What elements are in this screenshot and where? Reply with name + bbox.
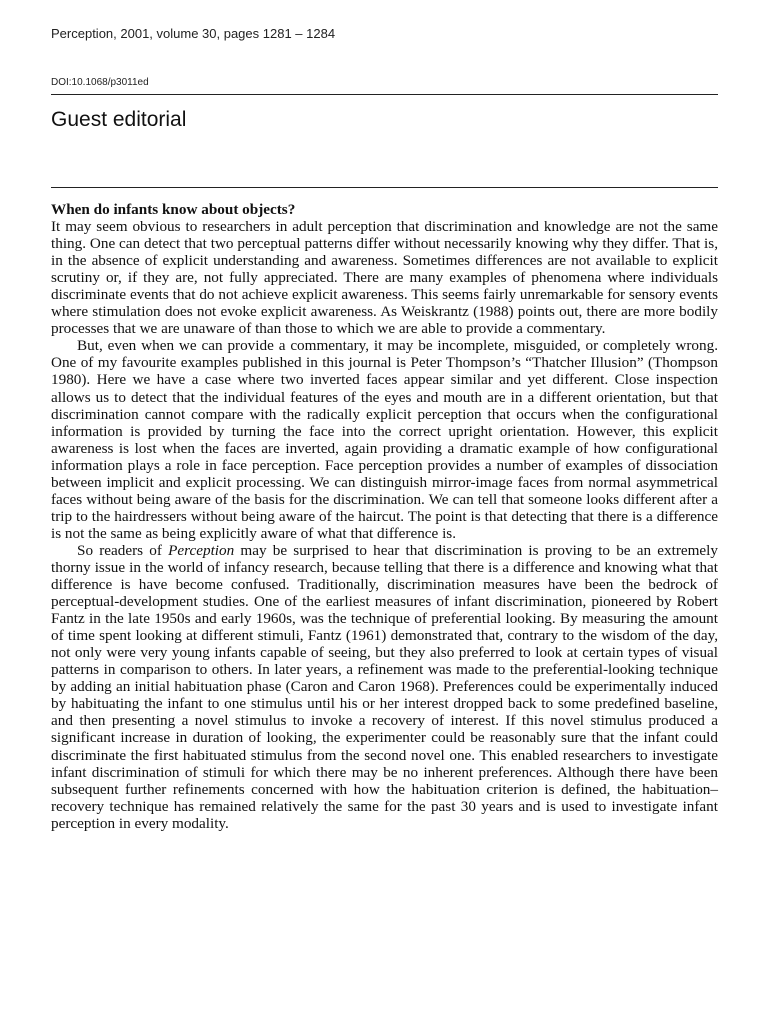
article-title: When do infants know about objects? bbox=[51, 201, 296, 218]
paragraph-1: It may seem obvious to researchers in adult perception that discrimination and knowledge are not the same thing. One can detect that two perceptual patterns differ without necessarily knowing why they differ. That is, in the absence of explicit understanding and awareness. Sometimes differences are not available to explicit scrutiny or, if they are, not fully appreciated. There are many examples of phenomena where individuals discriminate events that do not achieve explicit awareness. This seems fairly unremarkable for sensory events where stimulation does not evoke explicit awareness. As Weiskrantz (1988) points out, there are more bodily processes that we are unaware of than those to which we are able to provide a commentary. bbox=[51, 218, 718, 338]
section-title: Guest editorial bbox=[51, 108, 187, 131]
journal-name-italic: Perception bbox=[168, 541, 235, 559]
paragraph-3-text: may be surprised to hear that discrimination is proving to be an extremely thorny issue in the world of infancy research, because telling that there is a difference and knowing what that difference is have become confused. Traditionally, discrimination measures have been the bedrock of perceptual-development studies. One of the earliest measures of infant discrimination, pioneered by Robert Fantz in the late 1950s and early 1960s, was the technique of preferential looking. By measuring the amount of time spent looking at different stimuli, Fantz (1961) demonstrated that, contrary to the wisdom of the day, not only were very young infants capable of seeing, but they also preferred to look at certain types of visual patterns in comparison to others. In later years, a refinement was made to the preferential-looking technique by adding an initial habituation phase (Caron and Caron 1968). Preferences could be experimentally induced by habituating the infant to one stimulus until his or her interest dropped back to some predefined baseline, and then presenting a novel stimulus to invoke a recovery of interest. If this novel stimulus produced a significant increase in duration of looking, the experimenter could be reasonably sure that the infant could discriminate the first habituated stimulus from the second novel one. This enabled researchers to investigate infant discrimination of stimuli for which there may be no inherent preferences. Although there have been subsequent further refinements concerned with how the habituation criterion is defined, the habituation–recovery technique has remained relatively the same for the past 30 years and is used to investigate infant perception in every modality. bbox=[51, 541, 718, 832]
paragraph-3-prefix: So readers of bbox=[77, 541, 169, 559]
journal-reference: Perception, 2001, volume 30, pages 1281 – 1284 bbox=[51, 26, 336, 41]
section-divider bbox=[51, 187, 718, 188]
doi-label: DOI:10.1068/p3011ed bbox=[51, 77, 149, 88]
paragraph-3 bbox=[51, 542, 718, 832]
paragraph-2: But, even when we can provide a commentary, it may be incomplete, misguided, or completely wrong. One of my favourite examples published in this journal is Peter Thompson’s “Thatcher Illusion” (Thompson 1980). Here we have a case where two inverted faces appear similar and yet different. Close inspection allows us to detect that the individual features of the eyes and mouth are in a different orientation, but that discrimination cannot compare with the radically explicit perception that occurs when the configurational information is provided by turning the face into the correct upright orientation. However, this explicit awareness is lost when the faces are inverted, again providing a dramatic example of how configurational information plays a role in face perception. Face perception provides a number of examples of dissociation between implicit and explicit processing. We can distinguish mirror-image faces from normal asymmetrical faces without being aware of the basis for the discrimination. We can tell that someone looks different after a trip to the hairdressers without being aware of the haircut. The point is that detecting that there is a difference is not the same as being explicitly aware of what that difference is. bbox=[51, 337, 718, 542]
article-body bbox=[51, 201, 718, 832]
header-divider bbox=[51, 94, 718, 95]
